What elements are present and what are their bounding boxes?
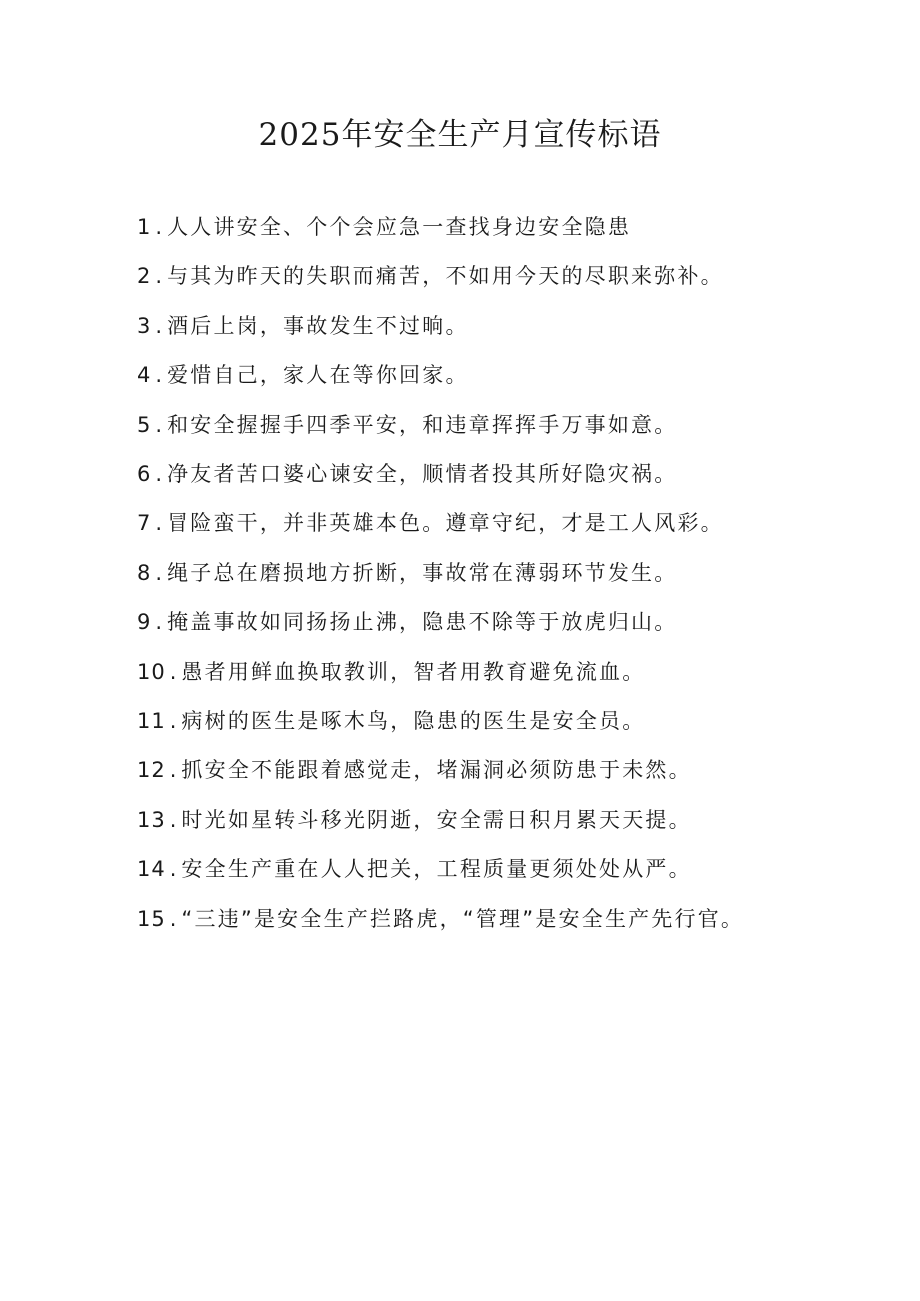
item-number: 5 [137,412,152,437]
item-separator: . [155,363,163,388]
item-separator: . [155,313,163,338]
item-text: 与其为昨天的失职而痛苦，不如用今天的尽职来弥补。 [167,264,724,289]
item-number: 15 [137,906,166,931]
item-text: 和安全握握手四季平安，和违章挥挥手万事如意。 [167,412,678,437]
item-text: 时光如星转斗移光阴逝，安全需日积月累天天提。 [181,807,692,832]
item-number: 10 [137,659,166,684]
list-item [137,499,787,548]
list-item [137,796,787,845]
item-text: 安全生产重在人人把关，工程质量更须处处从严。 [181,857,692,882]
item-separator: . [169,758,177,783]
item-text: 绳子总在磨损地方折断，事故常在薄弱环节发生。 [167,560,678,585]
list-item [137,697,787,746]
item-separator: . [169,659,177,684]
item-separator: . [155,560,163,585]
item-number: 8 [137,560,152,585]
item-text: 净友者苦口婆心谏安全，顺情者投其所好隐灾祸。 [167,462,678,487]
item-separator: . [169,807,177,832]
list-item [137,845,787,894]
item-text: 人人讲安全、个个会应急一查找身边安全隐患 [167,215,632,239]
list-item [137,450,787,499]
item-number: 13 [137,807,166,832]
list-item [137,549,787,598]
item-separator: . [155,511,163,536]
item-text: 冒险蛮干，并非英雄本色。遵章守纪，才是工人风彩。 [167,511,724,536]
list-item [137,302,787,351]
item-text: 掩盖事故如同扬扬止沸，隐患不除等于放虎归山。 [167,610,678,635]
list-item [137,598,787,647]
list-item [137,895,787,944]
item-number: 3 [137,313,152,338]
item-number: 14 [137,857,166,882]
list-item [137,203,787,252]
item-separator: . [155,412,163,437]
item-number: 2 [137,264,152,289]
item-separator: . [169,857,177,882]
slogan-list [137,203,787,944]
item-text: 爱惜自己，家人在等你回家。 [167,363,469,388]
item-number: 7 [137,511,152,536]
page-title: 2025年安全生产月宣传标语 [258,117,662,153]
item-number: 4 [137,363,152,388]
item-number: 12 [137,758,166,783]
item-text: 抓安全不能跟着感觉走，堵漏洞必须防患于未然。 [181,758,692,783]
item-text: 愚者用鲜血换取教训，智者用教育避免流血。 [181,659,646,684]
list-item [137,401,787,450]
item-separator: . [169,906,177,931]
list-item [137,746,787,795]
item-separator: . [155,215,163,239]
item-number: 9 [137,610,152,635]
item-separator: . [155,264,163,289]
list-item [137,351,787,400]
item-number: 11 [137,709,166,734]
list-item [137,252,787,301]
item-text: 酒后上岗，事故发生不过晌。 [167,313,469,338]
item-text: 病树的医生是啄木鸟，隐患的医生是安全员。 [181,709,646,734]
item-number: 6 [137,462,152,487]
item-text: “三违”是安全生产拦路虎，“管理”是安全生产先行官。 [181,906,745,931]
item-separator: . [155,462,163,487]
item-separator: . [169,709,177,734]
item-number: 1 [137,215,152,239]
list-item [137,648,787,697]
item-separator: . [155,610,163,635]
